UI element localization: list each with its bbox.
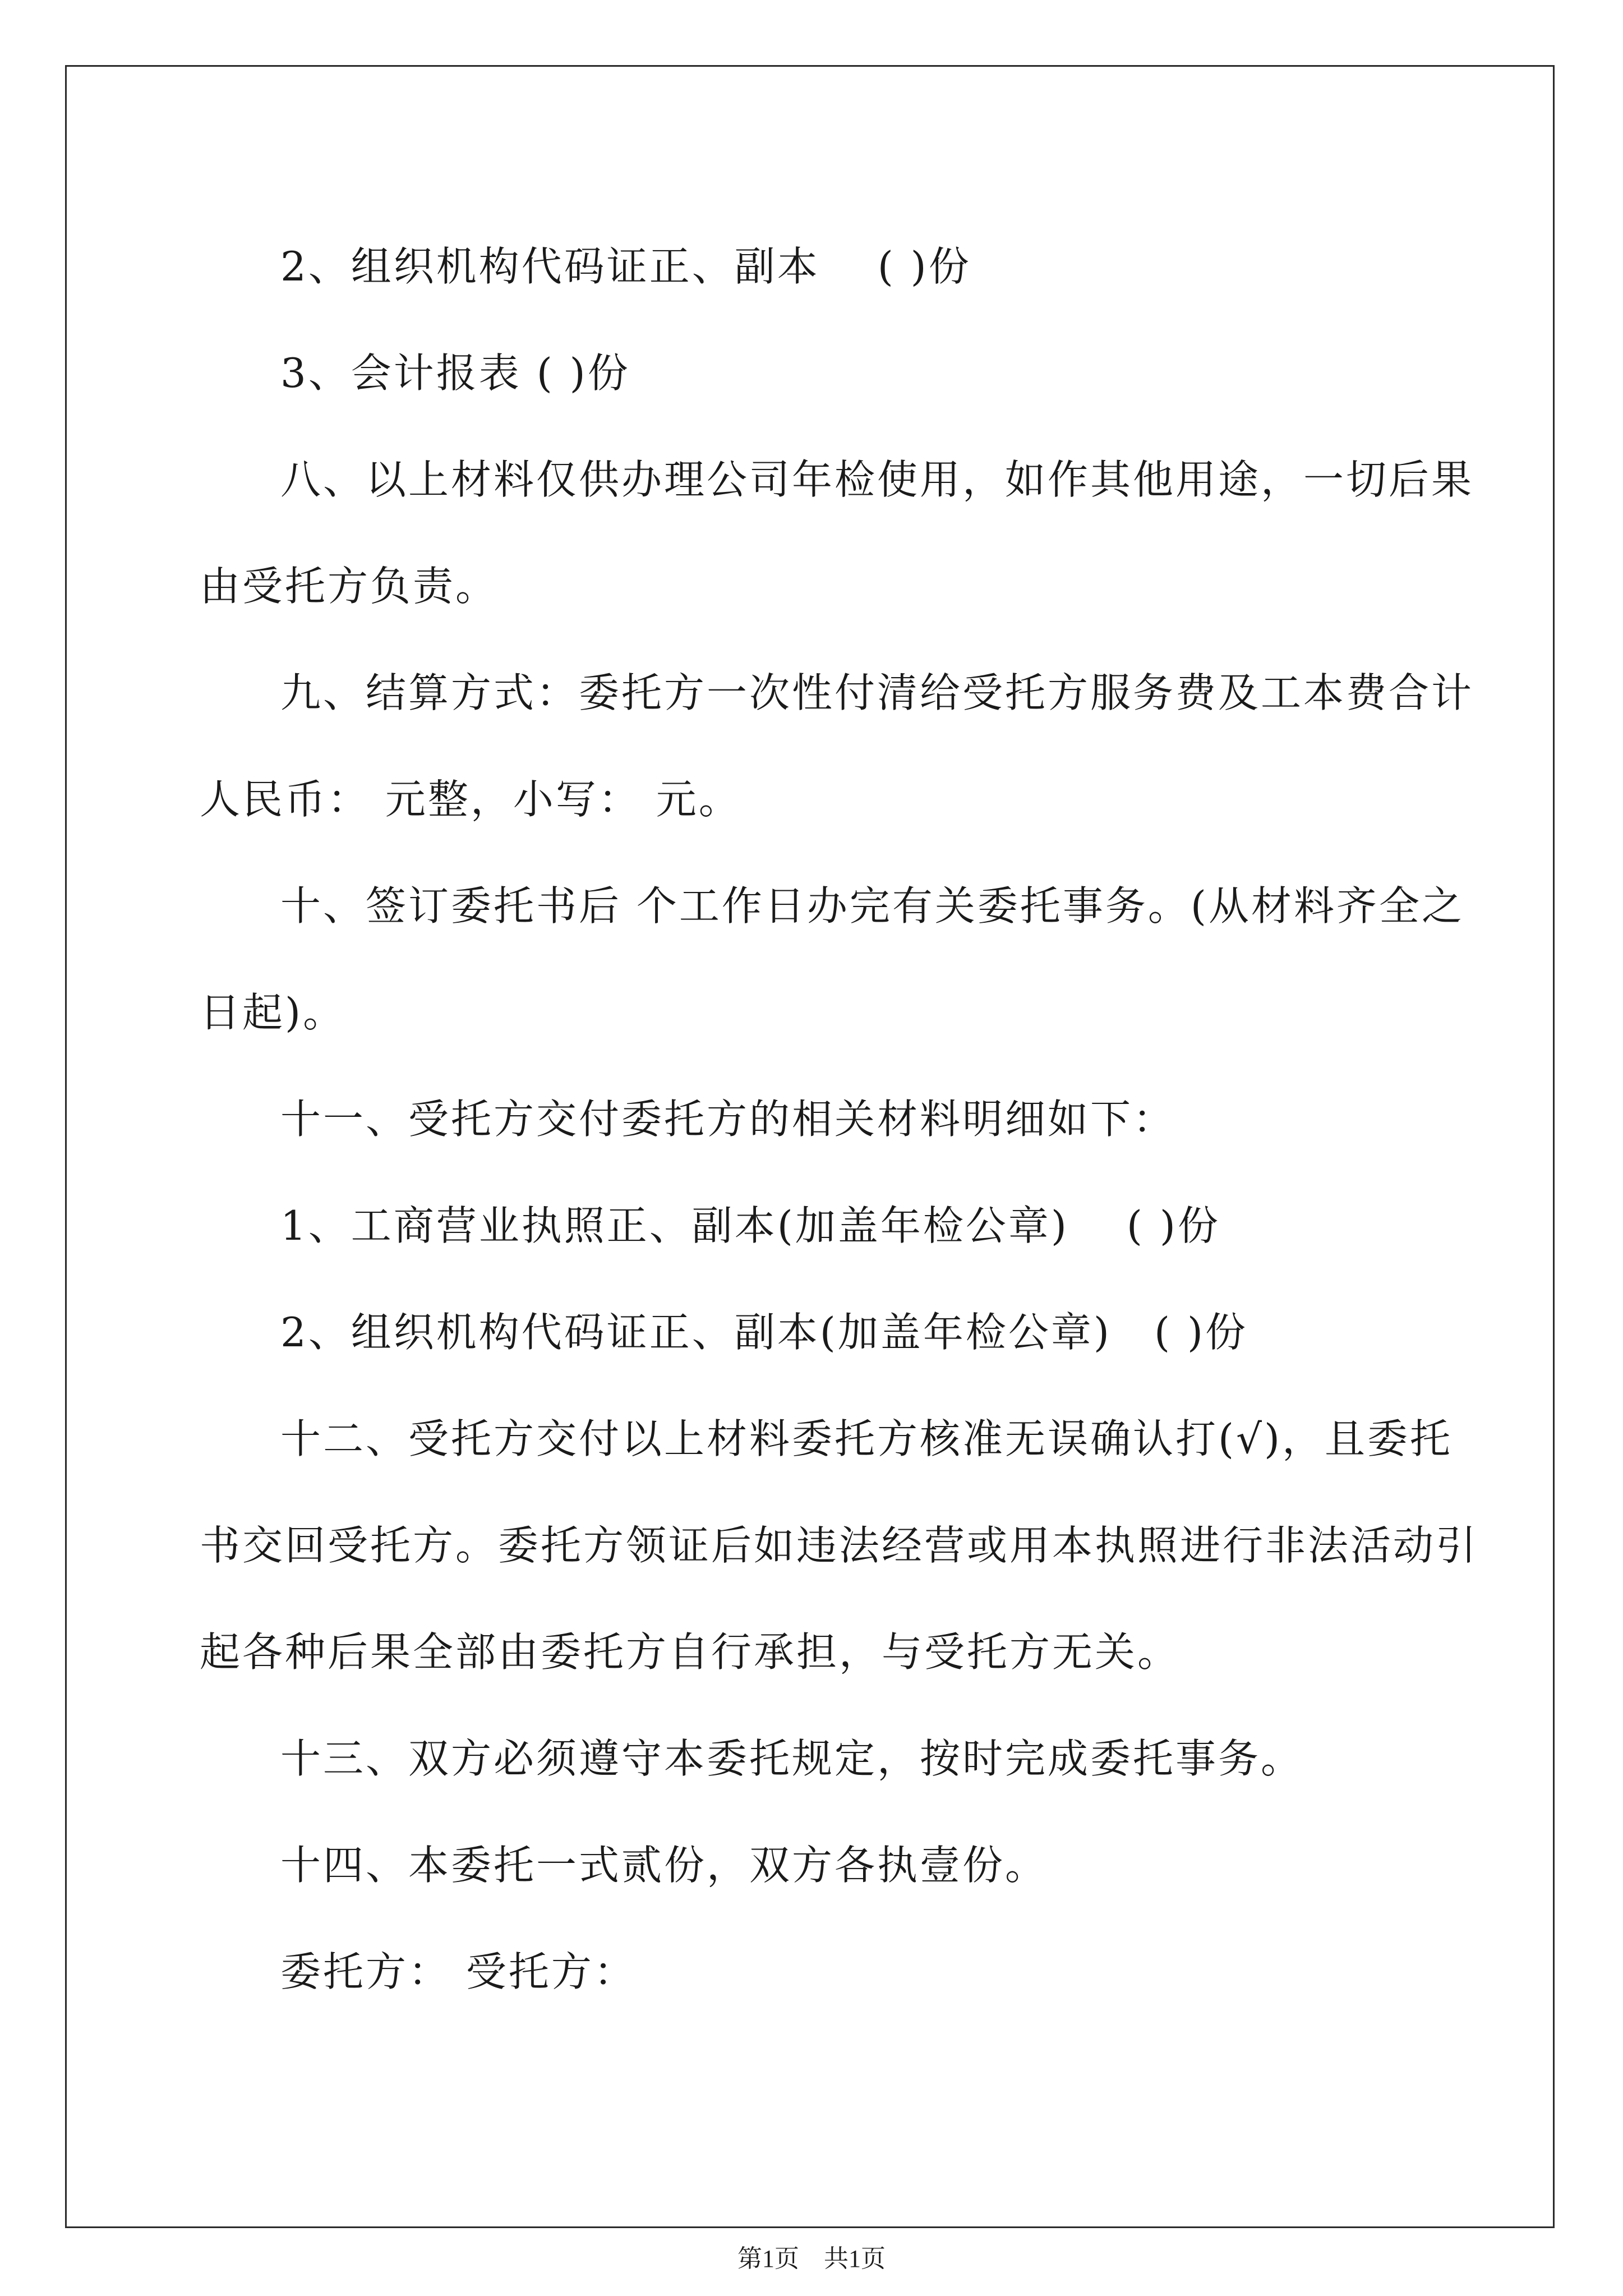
paragraph-clause-9-cont: 人民币： 元整，小写： 元。 xyxy=(200,776,741,823)
document-body xyxy=(200,213,1479,2025)
paragraph-clause-11: 十一、受托方交付委托方的相关材料明细如下： xyxy=(280,1096,1176,1143)
paragraph-clause-14: 十四、本委托一式贰份，双方各执壹份。 xyxy=(280,1842,1048,1889)
paragraph-clause-8: 八、以上材料仅供办理公司年检使用，如作其他用途，一切后果 xyxy=(280,456,1474,503)
paragraph-clause-12: 十二、受托方交付以上材料委托方核准无误确认打(√)，且委托 xyxy=(280,1415,1453,1462)
paragraph-clause-8-cont: 由受托方负责。 xyxy=(200,563,499,610)
paragraph-clause-10: 十、签订委托书后 个工作日办完有关委托事务。(从材料齐全之 xyxy=(280,882,1464,930)
paragraph-clause-13: 十三、双方必须遵守本委托规定，按时完成委托事务。 xyxy=(280,1735,1304,1782)
paragraph-item-3-accounting: 3、会计报表 ( )份 xyxy=(280,349,630,397)
paragraph-clause-12-cont-1: 书交回受托方。委托方领证后如违法经营或用本执照进行非法活动引 xyxy=(200,1522,1479,1569)
page-number-footer: 第1页 共1页 xyxy=(737,2245,886,2272)
paragraph-item-2-org-code: 2、组织机构代码证正、副本 ( )份 xyxy=(280,243,971,290)
paragraph-clause-10-cont: 日起)。 xyxy=(200,989,346,1036)
paragraph-clause-12-cont-2: 起各种后果全部由委托方自行承担，与受托方无关。 xyxy=(200,1628,1181,1676)
paragraph-clause-9: 九、结算方式：委托方一次性付清给受托方服务费及工本费合计 xyxy=(280,669,1474,716)
paragraph-signature-parties: 委托方： 受托方： xyxy=(280,1948,637,1995)
paragraph-clause-11-item-1: 1、工商营业执照正、副本(加盖年检公章) ( )份 xyxy=(280,1202,1220,1249)
paragraph-clause-11-item-2: 2、组织机构代码证正、副本(加盖年检公章) ( )份 xyxy=(280,1309,1248,1356)
